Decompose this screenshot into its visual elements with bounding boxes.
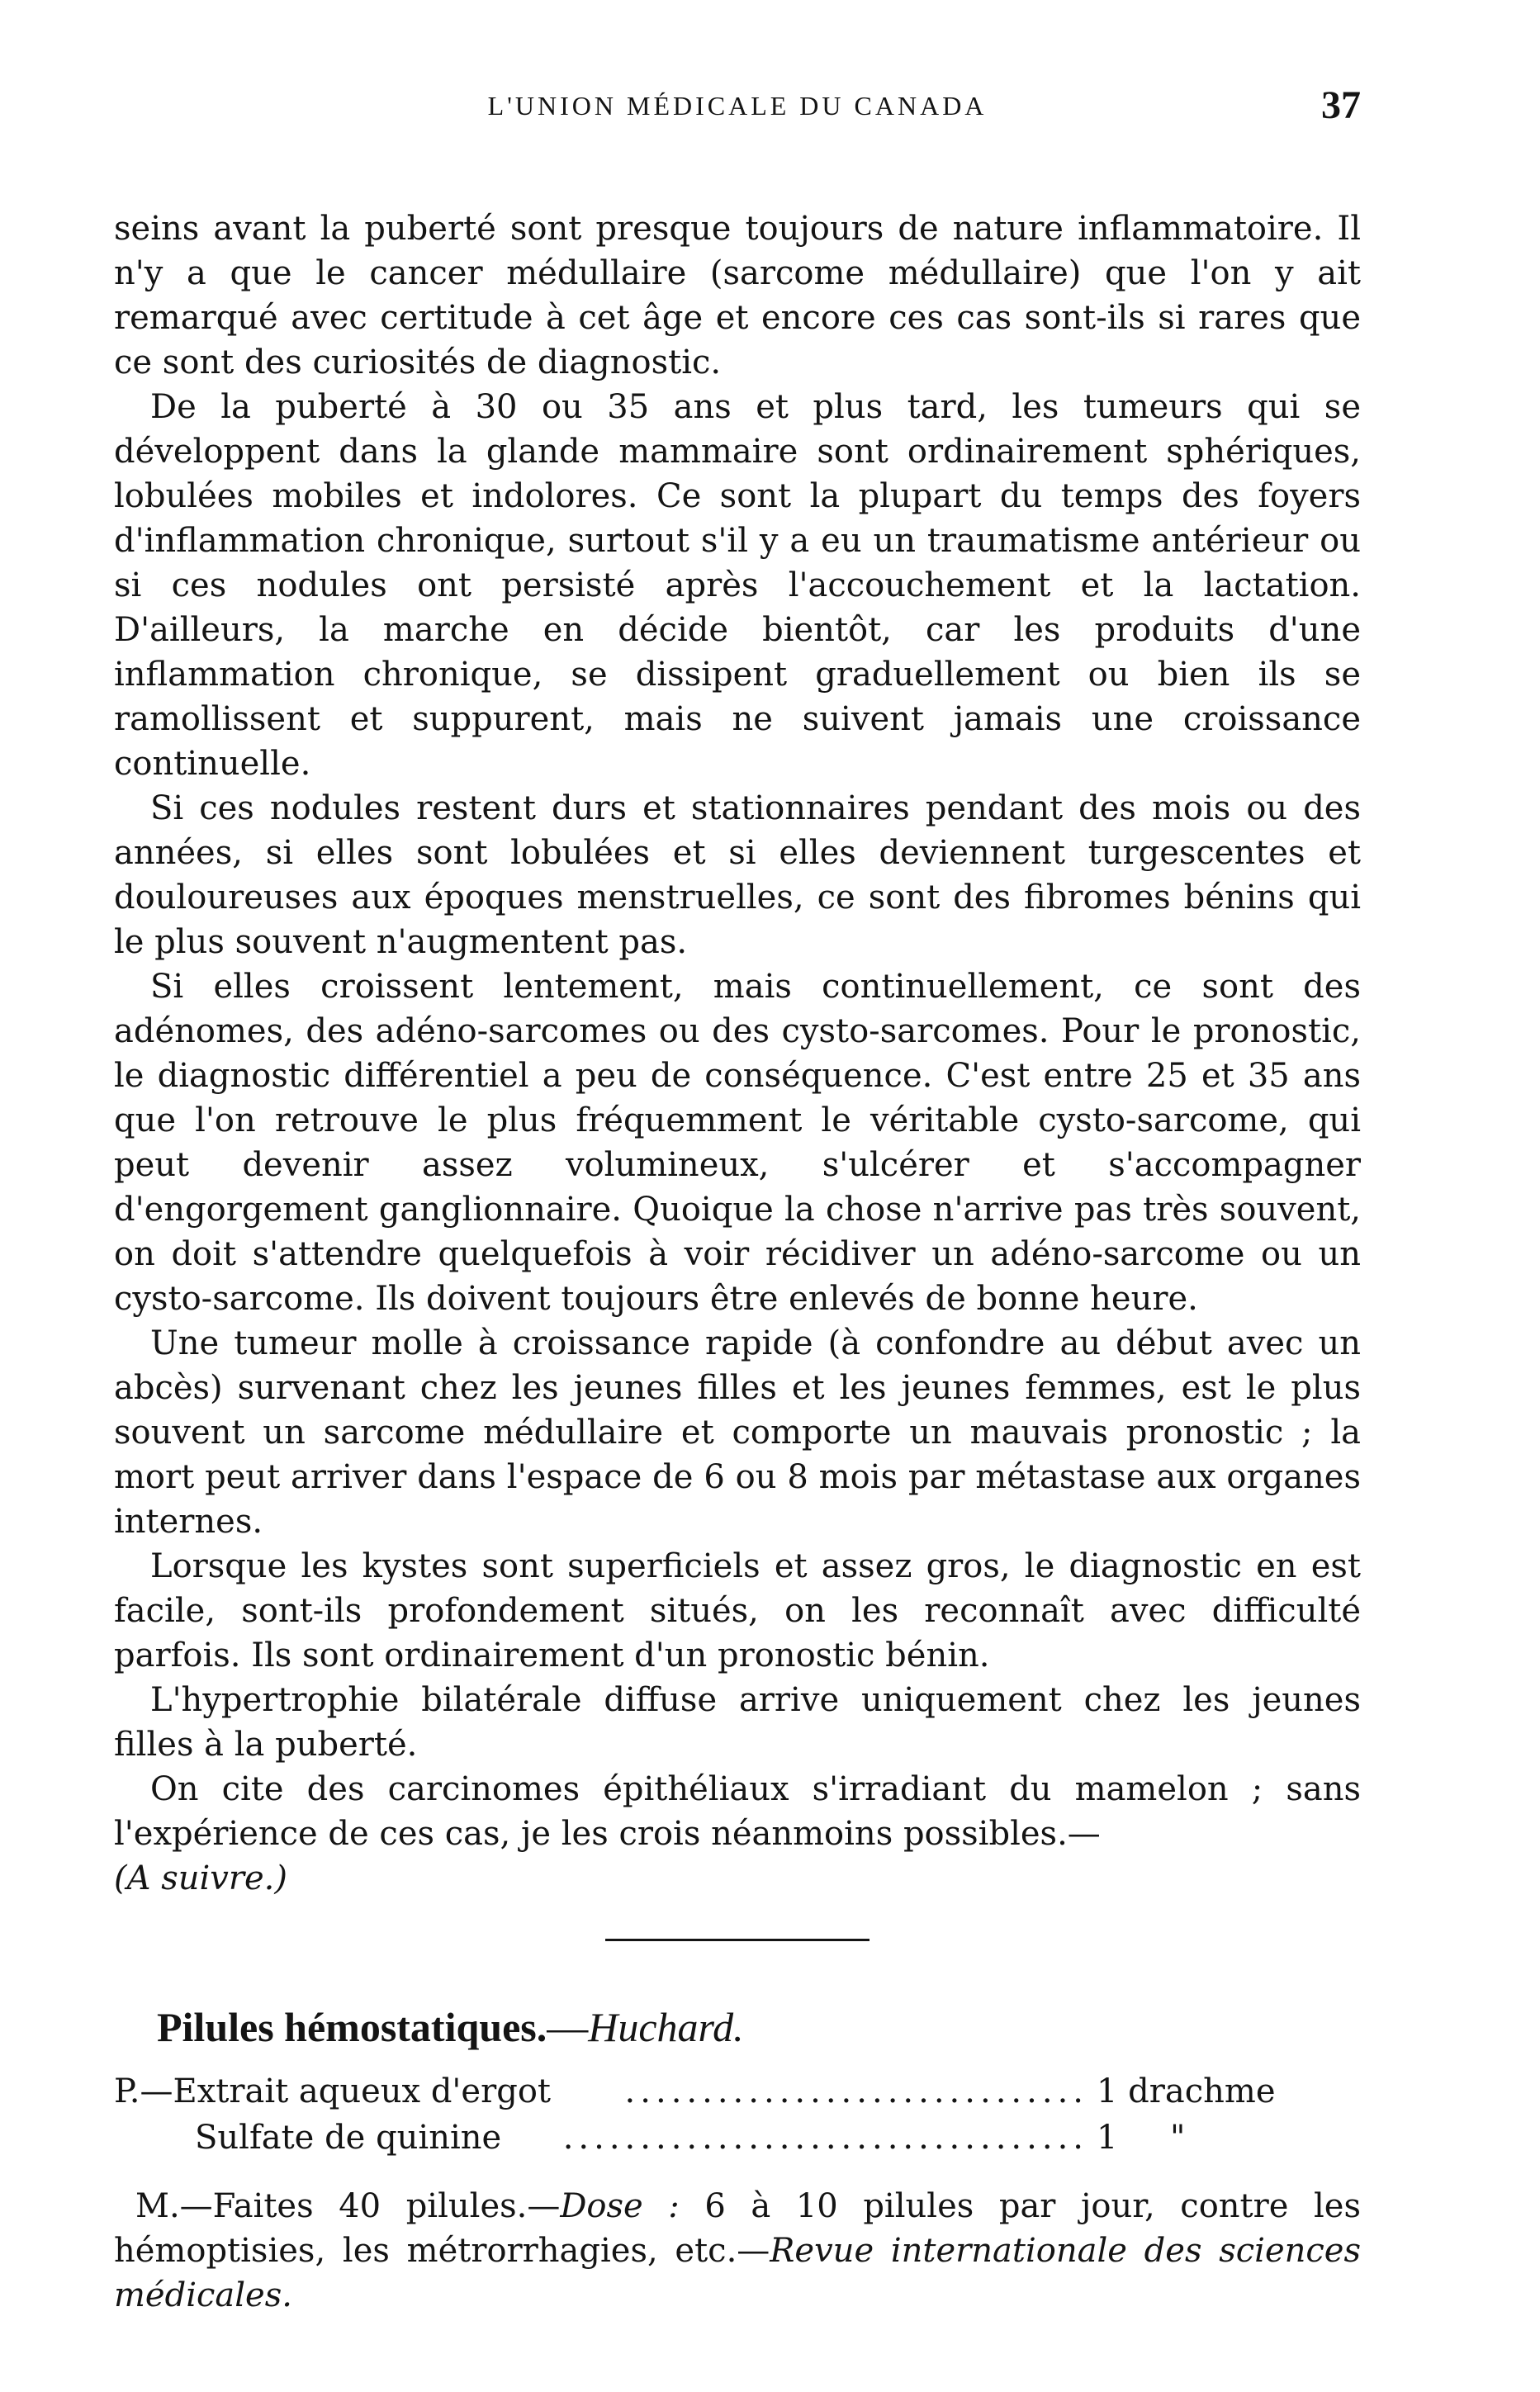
paragraph: L'hypertrophie bilatérale diffuse arrive uniquement chez les jeunes filles à la puberté. bbox=[114, 1681, 1361, 1764]
leader-dots: .............................. bbox=[624, 2072, 1088, 2110]
directions-middle: 6 à 10 pilules par jour, contre les hémoptisies, les métrorrhagies, etc.— bbox=[114, 2187, 1361, 2270]
paragraph: Si ces nodules restent durs et stationnaires pendant des mois ou des années, si elles sont lobulées et si elles deviennent turgescentes et douloureuses aux époques menstruelles, ce sont des fibromes bénins qui le plus souvent n'augmentent pas. bbox=[114, 789, 1361, 961]
paragraph: Une tumeur molle à croissance rapide (à confondre au début avec un abcès) survenant chez les jeunes filles et les jeunes femmes, est le plus souvent un sarcome médullaire et comporte un mauvais pronostic ; la mort peut arriver dans l'espace de 6 ou 8 mois par métastase aux organes internes. bbox=[114, 1324, 1361, 1541]
source-citation: Revue internationale des sciences médicales. bbox=[114, 2232, 1361, 2314]
heading-dash: — bbox=[547, 2004, 589, 2050]
ingredient-name: P.—Extrait aqueux d'ergot bbox=[114, 2072, 551, 2110]
continuation-note: (A suivre.) bbox=[114, 1859, 287, 1897]
leader-dots: .................................. bbox=[562, 2119, 1088, 2157]
formula-author: Huchard. bbox=[588, 2004, 744, 2050]
section-divider bbox=[605, 1939, 870, 1941]
paragraph: seins avant la puberté sont presque toujours de nature inflammatoire. Il n'y a que le cancer médullaire (sarcome médullaire) que l'on y ait remarqué avec certitude à cet âge et encore ces cas sont-ils si rares que ce sont des curiosités de diagnostic. bbox=[114, 210, 1361, 381]
page-number: 37 bbox=[1321, 83, 1361, 127]
formula-heading bbox=[157, 2001, 1361, 2053]
directions-start: M.—Faites 40 pilules.— bbox=[135, 2187, 561, 2225]
paragraph: On cite des carcinomes épithéliaux s'irradiant du mamelon ; sans l'expérience de ces cas, je les crois néanmoins possibles.— bbox=[114, 1770, 1361, 1853]
ingredient-row bbox=[114, 2068, 1361, 2115]
ingredient-quantity: 1 " bbox=[1097, 2119, 1186, 2157]
paragraph: De la puberté à 30 ou 35 ans et plus tard, les tumeurs qui se développent dans la glande mammaire sont ordinairement sphériques, lobulées mobiles et indolores. Ce sont la plupart du temps des foyers d'inflammation chronique, surtout s'il y a eu un traumatisme antérieur ou si ces nodules ont persisté après l'accouchement et la lactation. D'ailleurs, la marche en décide bientôt, car les produits d'une inflammation chronique, se dissipent graduellement ou bien ils se ramollissent et suppurent, mais ne suivent jamais une croissance continuelle. bbox=[114, 388, 1361, 783]
paragraph: Si elles croissent lentement, mais continuellement, ce sont des adénomes, des adéno-sarcomes ou des cysto-sarcomes. Pour le pronostic, le diagnostic différentiel a peu de conséquence. C'est entre 25 et 35 ans que l'on retrouve le plus fréquemment le véritable cysto-sarcome, qui peut devenir assez volumineux, s'ulcérer et s'accompagner d'engorgement ganglionnaire. Quoique la chose n'arrive pas très souvent, on doit s'attendre quelquefois à voir récidiver un adéno-sarcome ou un cysto-sarcome. Ils doivent toujours être enlevés de bonne heure. bbox=[114, 968, 1361, 1318]
running-title: L'UNION MÉDICALE DU CANADA bbox=[487, 91, 988, 121]
ingredient-quantity: 1 drachme bbox=[1097, 2072, 1276, 2110]
article-body bbox=[114, 206, 1361, 1901]
journal-page bbox=[114, 83, 1361, 2328]
running-head bbox=[114, 83, 1361, 142]
dose-label: Dose : bbox=[560, 2187, 680, 2225]
formula-section bbox=[114, 2001, 1361, 2318]
formula-directions bbox=[114, 2184, 1361, 2318]
paragraph: Lorsque les kystes sont superficiels et assez gros, le diagnostic en est facile, sont-ils profondement situés, on les reconnaît avec difficulté parfois. Ils sont ordinairement d'un pronostic bénin. bbox=[114, 1547, 1361, 1674]
ingredient-name: Sulfate de quinine bbox=[195, 2119, 502, 2157]
formula-heading-text: Pilules hémostatiques. bbox=[157, 2004, 547, 2050]
ingredient-row bbox=[114, 2115, 1361, 2161]
